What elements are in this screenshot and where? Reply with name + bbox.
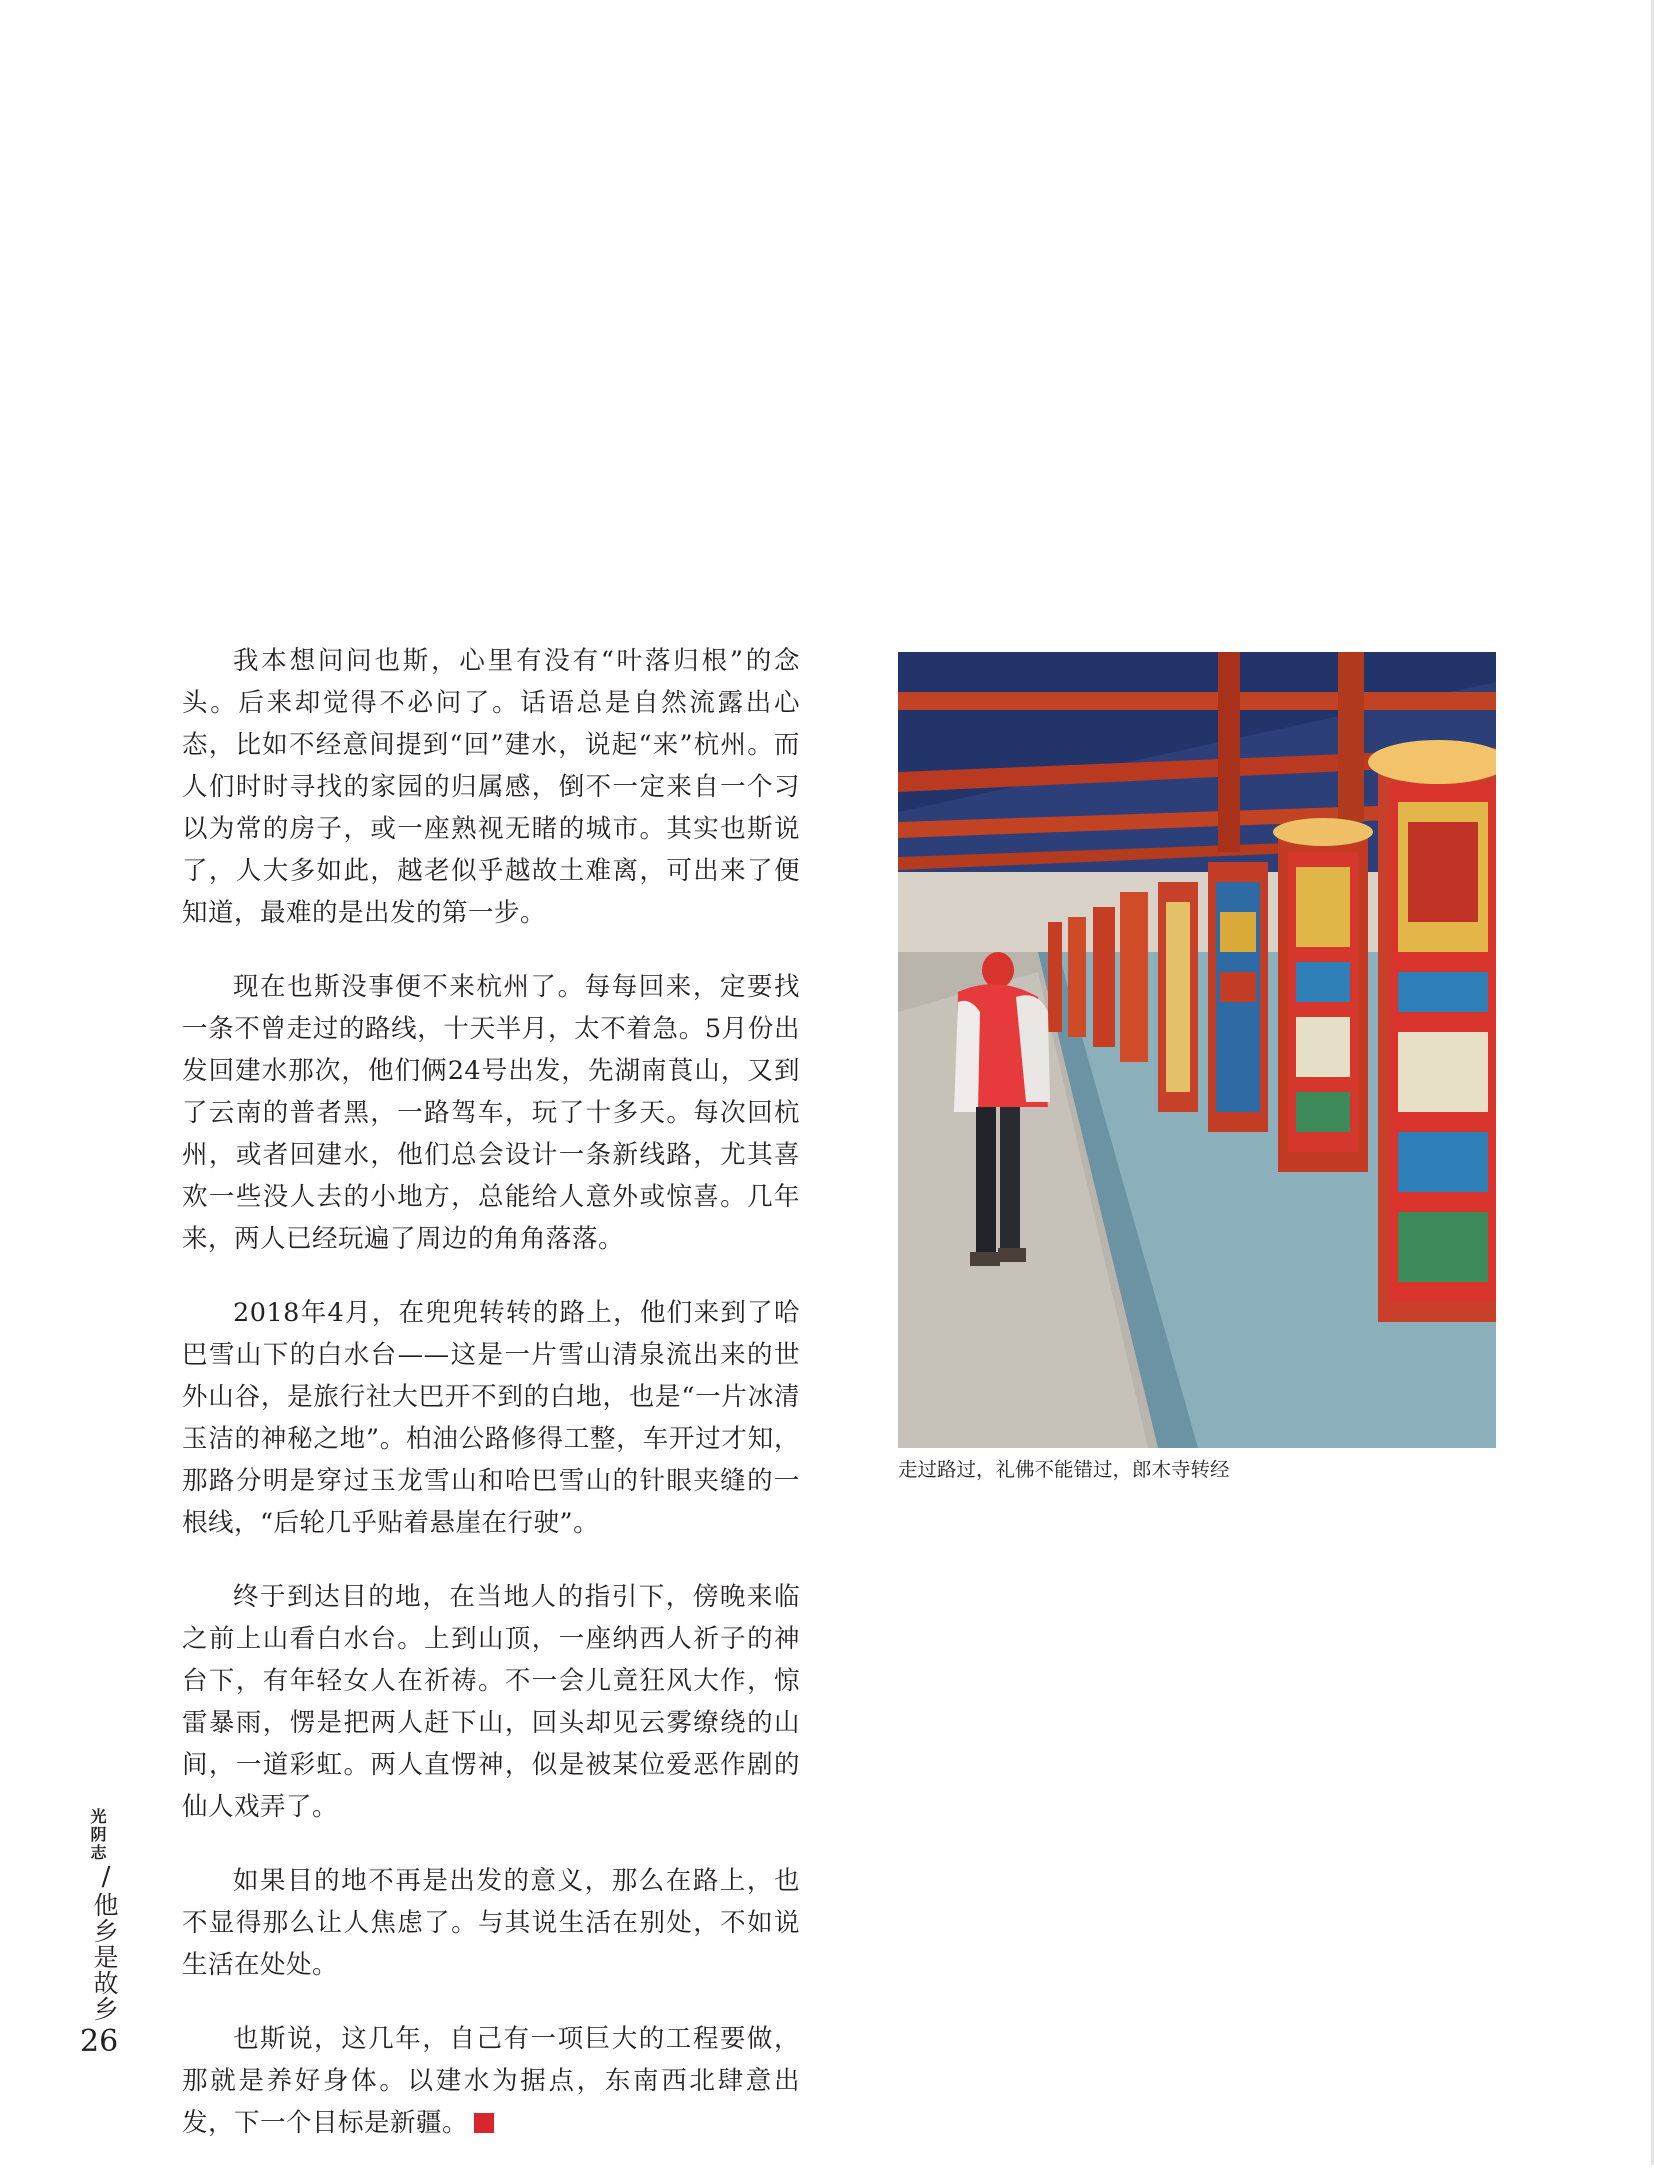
paragraph-6-text: 也斯说，这几年，自己有一项巨大的工程要做，那就是养好身体。以建水为据点，东南西北肆意出发，下一个目标是新疆。 <box>182 2024 800 2138</box>
article-body <box>182 640 800 2176</box>
paragraph-5: 如果目的地不再是出发的意义，那么在路上，也不显得那么让人焦虑了。与其说生活在别处，不如说生活在处处。 <box>182 1866 800 1980</box>
section-separator: / <box>101 1862 111 1892</box>
paragraph-4: 终于到达目的地，在当地人的指引下，傍晚来临之前上山看白水台。上到山顶，一座纳西人祈子的神台下，有年轻女人在祈祷。不一会儿竟狂风大作，惊雷暴雨，愣是把两人赶下山，回头却见云雾缭绕的山间，一道彩虹。两人直愣神，似是被某位爱恶作剧的仙人戏弄了。 <box>182 1582 800 1822</box>
page-number: 26 <box>80 2024 119 2059</box>
photo-caption: 走过路过，礼佛不能错过，郎木寺转经 <box>898 1458 1230 1481</box>
paragraph-6 <box>182 2018 800 2144</box>
paragraph-2: 现在也斯没事便不来杭州了。每每回来，定要找一条不曾走过的路线，十天半月，太不着急。5月份出发回建水那次，他们俩24号出发，先湖南莨山，又到了云南的普者黑，一路驾车，玩了十多天。每次回杭州，或者回建水，他们总会设计一条新线路，尤其喜欢一些没人去的小地方，总能给人意外或惊喜。几年来，两人已经玩遍了周边的角角落落。 <box>182 972 800 1254</box>
running-header <box>86 1808 126 2022</box>
section-title: 他乡是故乡 <box>90 1892 119 2022</box>
paragraph-1: 我本想问问也斯，心里有没有“叶落归根”的念头。后来却觉得不必问了。话语总是自然流露出心态，比如不经意间提到“回”建水，说起“来”杭州。而人们时时寻找的家园的归属感，倒不一定来自一个习以为常的房子，或一座熟视无睹的城市。其实也斯说了，人大多如此，越老似乎越故土难离，可出来了便知道，最难的是出发的第一步。 <box>182 646 800 928</box>
end-of-article-mark <box>474 2113 494 2133</box>
magazine-brand: 光阴志 <box>88 1808 107 1862</box>
prayer-wheel-photo <box>898 652 1496 1448</box>
photo-illustration <box>898 652 1496 1448</box>
paragraph-3: 2018年4月，在兜兜转转的路上，他们来到了哈巴雪山下的白水台——这是一片雪山清泉流出来的世外山谷，是旅行社大巴开不到的白地，也是“一片冰清玉洁的神秘之地”。柏油公路修得工整，车开过才知，那路分明是穿过玉龙雪山和哈巴雪山的针眼夹缝的一根线，“后轮几乎贴着悬崖在行驶”。 <box>182 1298 800 1538</box>
